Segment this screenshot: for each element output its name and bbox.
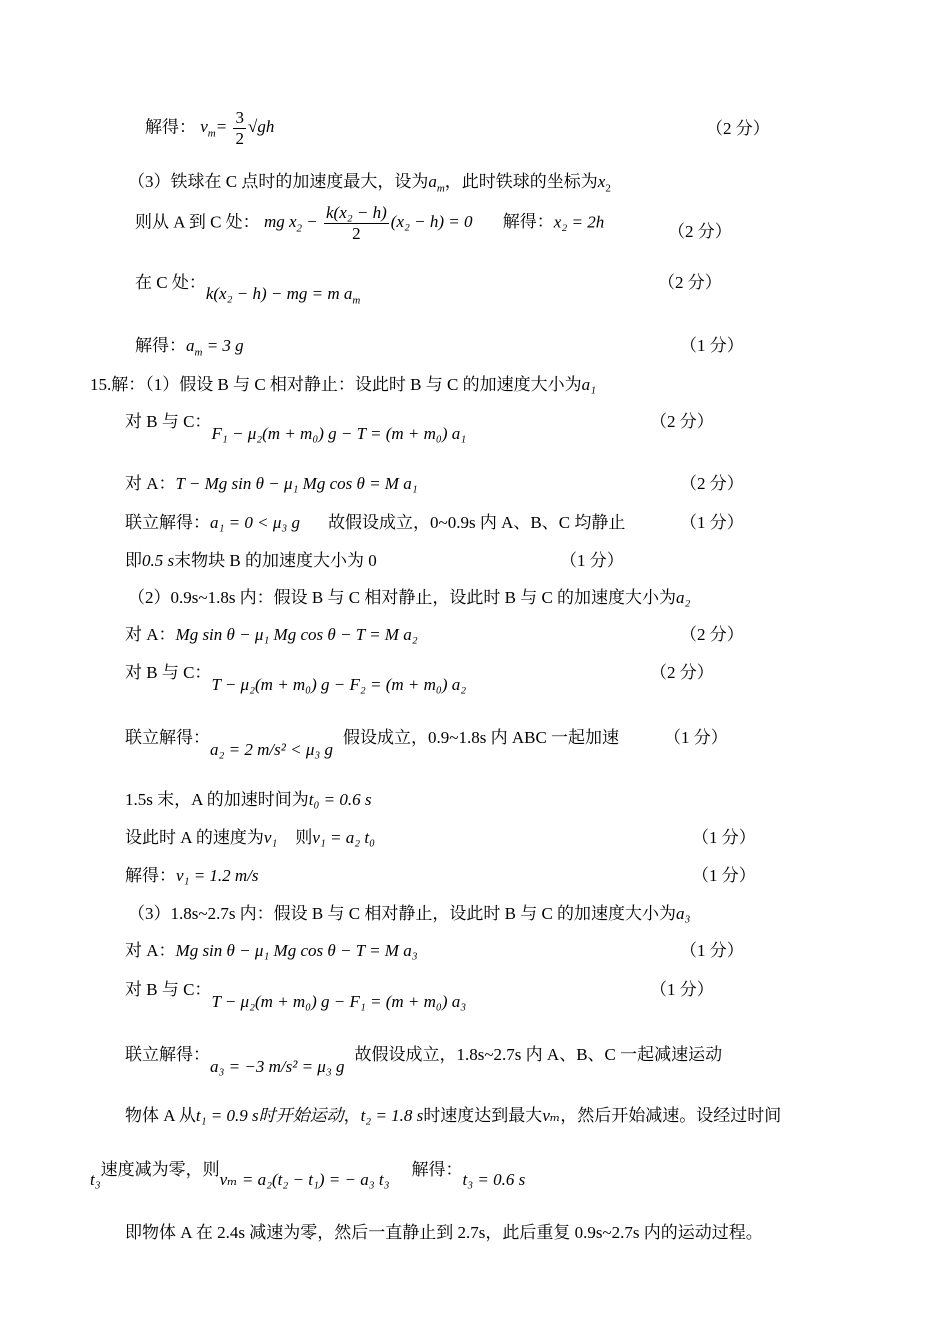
solution-line-9: 联立解得：a₁ = 0 < μ₃ g 故假设成立，0~0.9s 内 A、B、C 均静止 [125, 513, 626, 532]
score-line-19: （1 分） [680, 941, 744, 960]
score-line-5: （1 分） [680, 336, 744, 355]
solution-line-10: 即0.5 s末物块 B 的加速度大小为 0 [125, 551, 377, 570]
score-line-9: （1 分） [680, 513, 744, 532]
solution-line-2: （3）铁球在 C 点时的加速度最大，设为$a_m$，此时铁球的坐标为$x_2$ [128, 172, 611, 195]
solution-line-4: 在 C 处：k(x₂ − h) − mg = m $a_m$ [135, 273, 361, 307]
score-line-16: （1 分） [692, 828, 756, 847]
score-line-7: （2 分） [650, 412, 714, 431]
solution-line-6: 15.解：（1）假设 B 与 C 相对静止：设此时 B 与 C 的加速度大小为a₁ [90, 375, 597, 394]
score-line-13: （2 分） [650, 663, 714, 682]
solution-line-24: 即物体 A 在 2.4s 减速为零，然后一直静止到 2.7s，此后重复 0.9s~2.7s 内的运动过程。 [125, 1223, 763, 1242]
score-line-1: （2 分） [706, 119, 770, 138]
solution-line-19: 对 A：Mg sin θ − μ₁ Mg cos θ − T = M a₃ [125, 941, 418, 960]
solution-line-16: 设此时 A 的速度为v₁ 则v₁ = a₂ t₀ [125, 828, 376, 847]
score-line-20: （1 分） [650, 980, 714, 999]
solution-line-15: 1.5s 末，A 的加速时间为t₀ = 0.6 s [125, 790, 372, 809]
score-line-3: （2 分） [668, 222, 732, 241]
solution-line-8: 对 A：T − Mg sin θ − μ₁ Mg cos θ = M a₁ [125, 474, 418, 493]
score-line-17: （1 分） [692, 866, 756, 885]
solution-line-23: t₃速度减为零，则vₘ = a₂(t₂ − t₁) = − a₃ t₃解得：t₃ = 0.6 s [90, 1160, 526, 1189]
solution-line-3: 则从 A 到 C 处： mg $x_2$ − $\frac{\text{k(x₂ − h)}}{2}$ (x₂ − h) = 0 解得：x₂ = 2h [135, 203, 605, 243]
score-line-14: （1 分） [664, 728, 728, 747]
solution-line-22: 物体 A 从t₁ = 0.9 s时开始运动，t₂ = 1.8 s时速度达到最大vₘ，然后开始减速。设经过时间 [125, 1106, 782, 1125]
score-line-12: （2 分） [680, 625, 744, 644]
score-line-8: （2 分） [680, 474, 744, 493]
solution-line-5: 解得：$a_m = 3$ g [135, 336, 244, 359]
score-line-4: （2 分） [658, 273, 722, 292]
solution-line-7: 对 B 与 C：F₁ − μ₂(m + m₀) g − T = (m + m₀) a₁ [125, 412, 467, 443]
score-line-10: （1 分） [560, 551, 624, 570]
solution-line-13: 对 B 与 C：T − μ₂(m + m₀) g − F₂ = (m + m₀) a₂ [125, 663, 467, 694]
label-text: 解得： [145, 117, 196, 137]
solution-line-14: 联立解得：a₂ = 2 m/s² < μ₃ g假设成立，0.9~1.8s 内 ABC 一起加速 [125, 728, 620, 759]
solution-line-18: （3）1.8s~2.7s 内：假设 B 与 C 相对静止，设此时 B 与 C 的加速度大小为a₃ [128, 904, 691, 923]
solution-line-20: 对 B 与 C：T − μ₂(m + m₀) g − F₁ = (m + m₀) a₃ [125, 980, 467, 1011]
equation: $v_m=$ $\frac{3}{2}$ √gh [200, 108, 275, 148]
solution-line-21: 联立解得：a₃ = −3 m/s² = μ₃ g故假设成立，1.8s~2.7s 内 A、B、C 一起减速运动 [125, 1045, 723, 1076]
solution-line-11: （2）0.9s~1.8s 内：假设 B 与 C 相对静止，设此时 B 与 C 的加速度大小为a₂ [128, 588, 691, 607]
solution-line-12: 对 A：Mg sin θ − μ₁ Mg cos θ − T = M a₂ [125, 625, 418, 644]
solution-line-1 [145, 108, 274, 149]
solution-line-17: 解得：v₁ = 1.2 m/s [125, 866, 259, 885]
